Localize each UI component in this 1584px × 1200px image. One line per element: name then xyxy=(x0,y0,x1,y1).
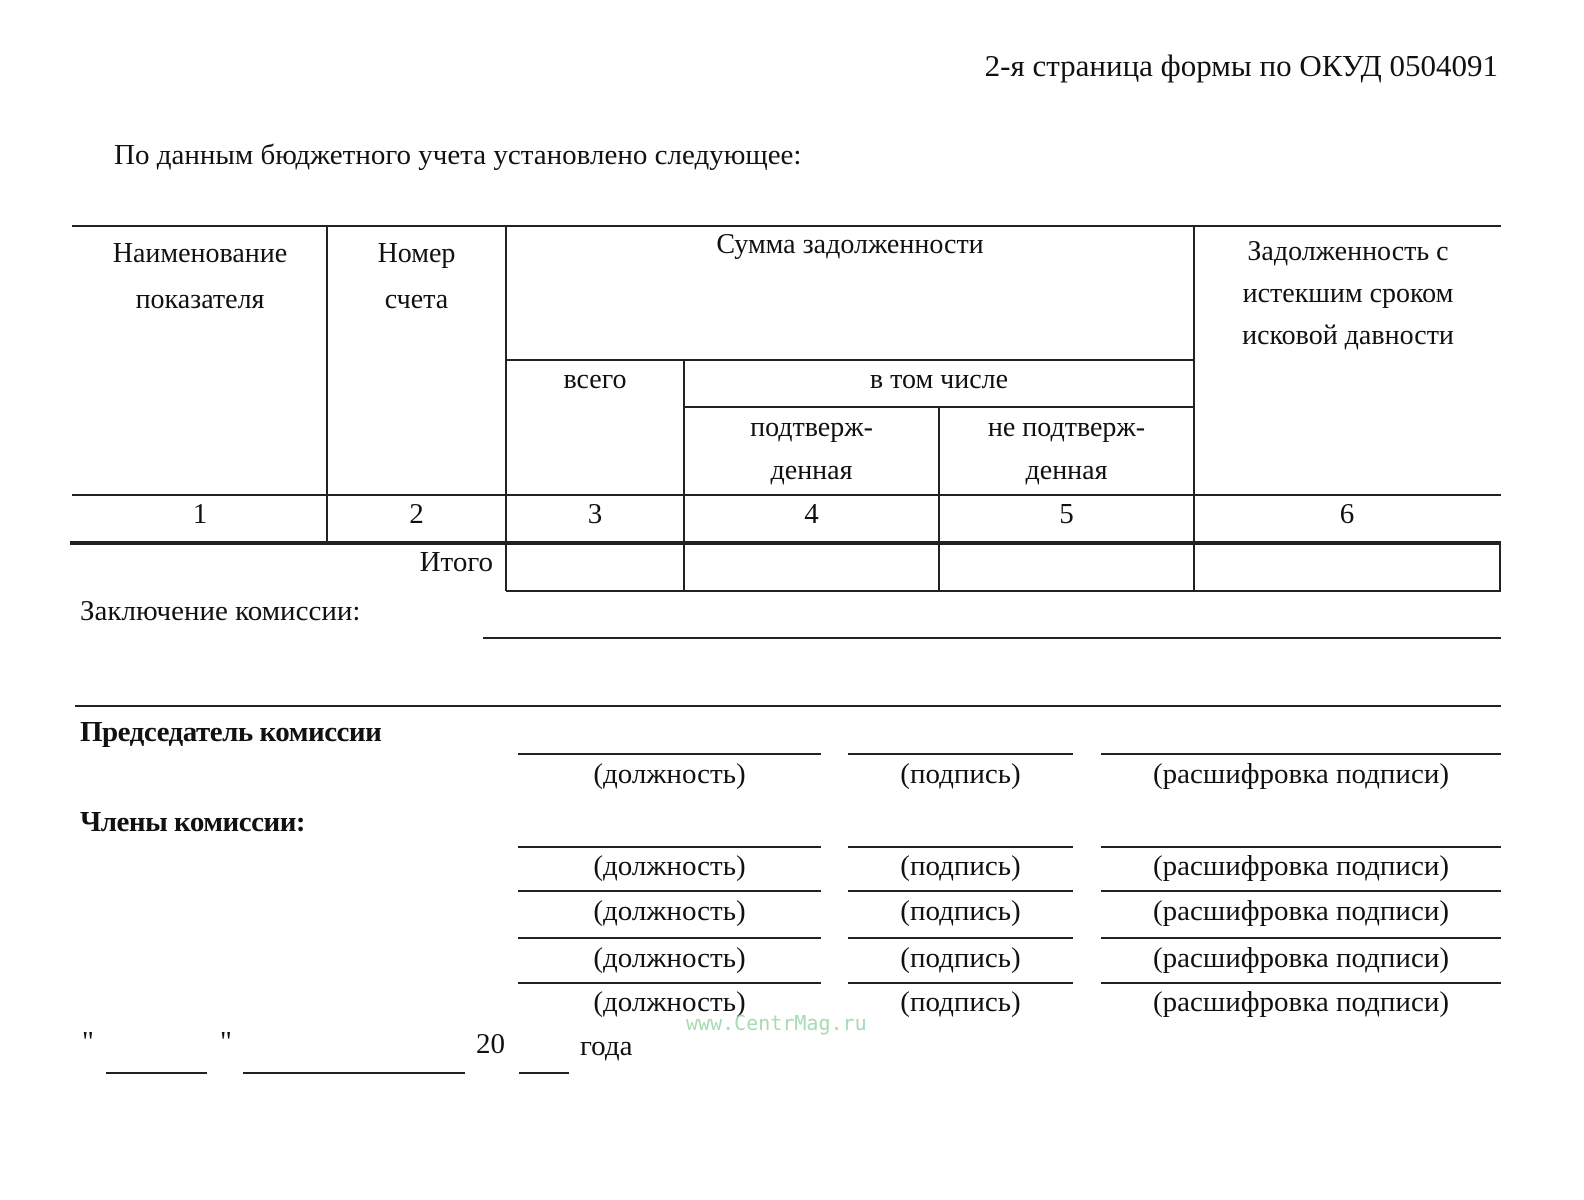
decoding-caption: (расшифровка подписи) xyxy=(1152,986,1450,1018)
column-number: 2 xyxy=(409,498,424,530)
column-number: 6 xyxy=(1339,498,1355,530)
total-cell-confirmed[interactable] xyxy=(685,544,938,590)
column-number: 1 xyxy=(192,498,208,530)
signature-caption: (подпись) xyxy=(900,895,1021,927)
signature-caption: (подпись) xyxy=(900,942,1021,974)
date-century: 20 xyxy=(476,1028,505,1060)
decoding-caption: (расшифровка подписи) xyxy=(1152,758,1450,790)
conclusion-label: Заключение комиссии: xyxy=(80,595,361,627)
column-number: 3 xyxy=(587,498,603,530)
total-cell-all[interactable] xyxy=(507,544,683,590)
member-decoding-line[interactable] xyxy=(1101,982,1501,984)
table-sum-divider xyxy=(506,359,1195,361)
chairman-signature-line[interactable] xyxy=(848,753,1073,755)
member-decoding-line[interactable] xyxy=(1101,890,1501,892)
table-right-border xyxy=(1499,541,1501,591)
chairman-position-line[interactable] xyxy=(518,753,821,755)
member-position-line[interactable] xyxy=(518,846,821,848)
header-confirmed-line2: денная xyxy=(770,455,853,486)
table-header-bottom xyxy=(72,494,1501,496)
column-number: 5 xyxy=(1059,498,1074,530)
signature-caption: (подпись) xyxy=(900,986,1021,1018)
header-debt-sum: Сумма задолженности xyxy=(716,229,984,260)
members-label: Члены комиссии: xyxy=(80,806,306,838)
date-quote-close: " xyxy=(220,1026,232,1058)
signature-caption: (подпись) xyxy=(900,758,1021,790)
decoding-caption: (расшифровка подписи) xyxy=(1152,942,1450,974)
member-signature-line[interactable] xyxy=(848,937,1073,939)
position-caption: (должность) xyxy=(593,758,746,790)
header-total: всего xyxy=(563,364,627,395)
date-year-word: года xyxy=(580,1030,633,1062)
position-caption: (должность) xyxy=(593,850,746,882)
header-unconfirmed-line1: не подтверж- xyxy=(987,412,1146,443)
member-decoding-line[interactable] xyxy=(1101,937,1501,939)
watermark-text: www.CentrMag.ru xyxy=(686,1011,867,1035)
table-col-divider xyxy=(1193,225,1195,591)
signature-caption: (подпись) xyxy=(900,850,1021,882)
member-signature-line[interactable] xyxy=(848,890,1073,892)
member-position-line[interactable] xyxy=(518,982,821,984)
header-unconfirmed-line2: денная xyxy=(1025,455,1108,486)
table-total-bottom xyxy=(506,590,1501,592)
header-confirmed-line1: подтверж- xyxy=(750,412,873,443)
header-including: в том числе xyxy=(869,364,1009,395)
member-signature-line[interactable] xyxy=(848,982,1073,984)
table-top-border xyxy=(72,225,1501,227)
total-cell-expired[interactable] xyxy=(1195,544,1499,590)
header-expired-debt: Задолженность с истекшим сроком исковой давности xyxy=(1242,236,1454,351)
header-indicator-name: Наименование показателя xyxy=(112,238,288,315)
member-position-line[interactable] xyxy=(518,937,821,939)
member-position-line[interactable] xyxy=(518,890,821,892)
member-decoding-line[interactable] xyxy=(1101,846,1501,848)
date-quote-open: " xyxy=(82,1026,94,1058)
conclusion-line[interactable] xyxy=(483,637,1501,639)
date-day-line[interactable] xyxy=(106,1072,207,1074)
table-col-divider xyxy=(505,225,507,591)
decoding-caption: (расшифровка подписи) xyxy=(1152,895,1450,927)
conclusion-line[interactable] xyxy=(75,705,1501,707)
position-caption: (должность) xyxy=(593,942,746,974)
total-cell-unconfirmed[interactable] xyxy=(940,544,1193,590)
intro-text: По данным бюджетного учета установлено следующее: xyxy=(114,139,802,171)
header-account-number: Номер счета xyxy=(377,238,456,315)
form-reference: 2-я страница формы по ОКУД 0504091 xyxy=(984,48,1498,83)
decoding-caption: (расшифровка подписи) xyxy=(1152,850,1450,882)
date-month-line[interactable] xyxy=(243,1072,465,1074)
position-caption: (должность) xyxy=(593,986,746,1018)
member-signature-line[interactable] xyxy=(848,846,1073,848)
date-year-line[interactable] xyxy=(519,1072,569,1074)
chairman-label: Председатель комиссии xyxy=(80,716,382,748)
chairman-decoding-line[interactable] xyxy=(1101,753,1501,755)
column-number: 4 xyxy=(804,498,819,530)
total-row-label: Итого xyxy=(419,546,493,578)
position-caption: (должность) xyxy=(593,895,746,927)
